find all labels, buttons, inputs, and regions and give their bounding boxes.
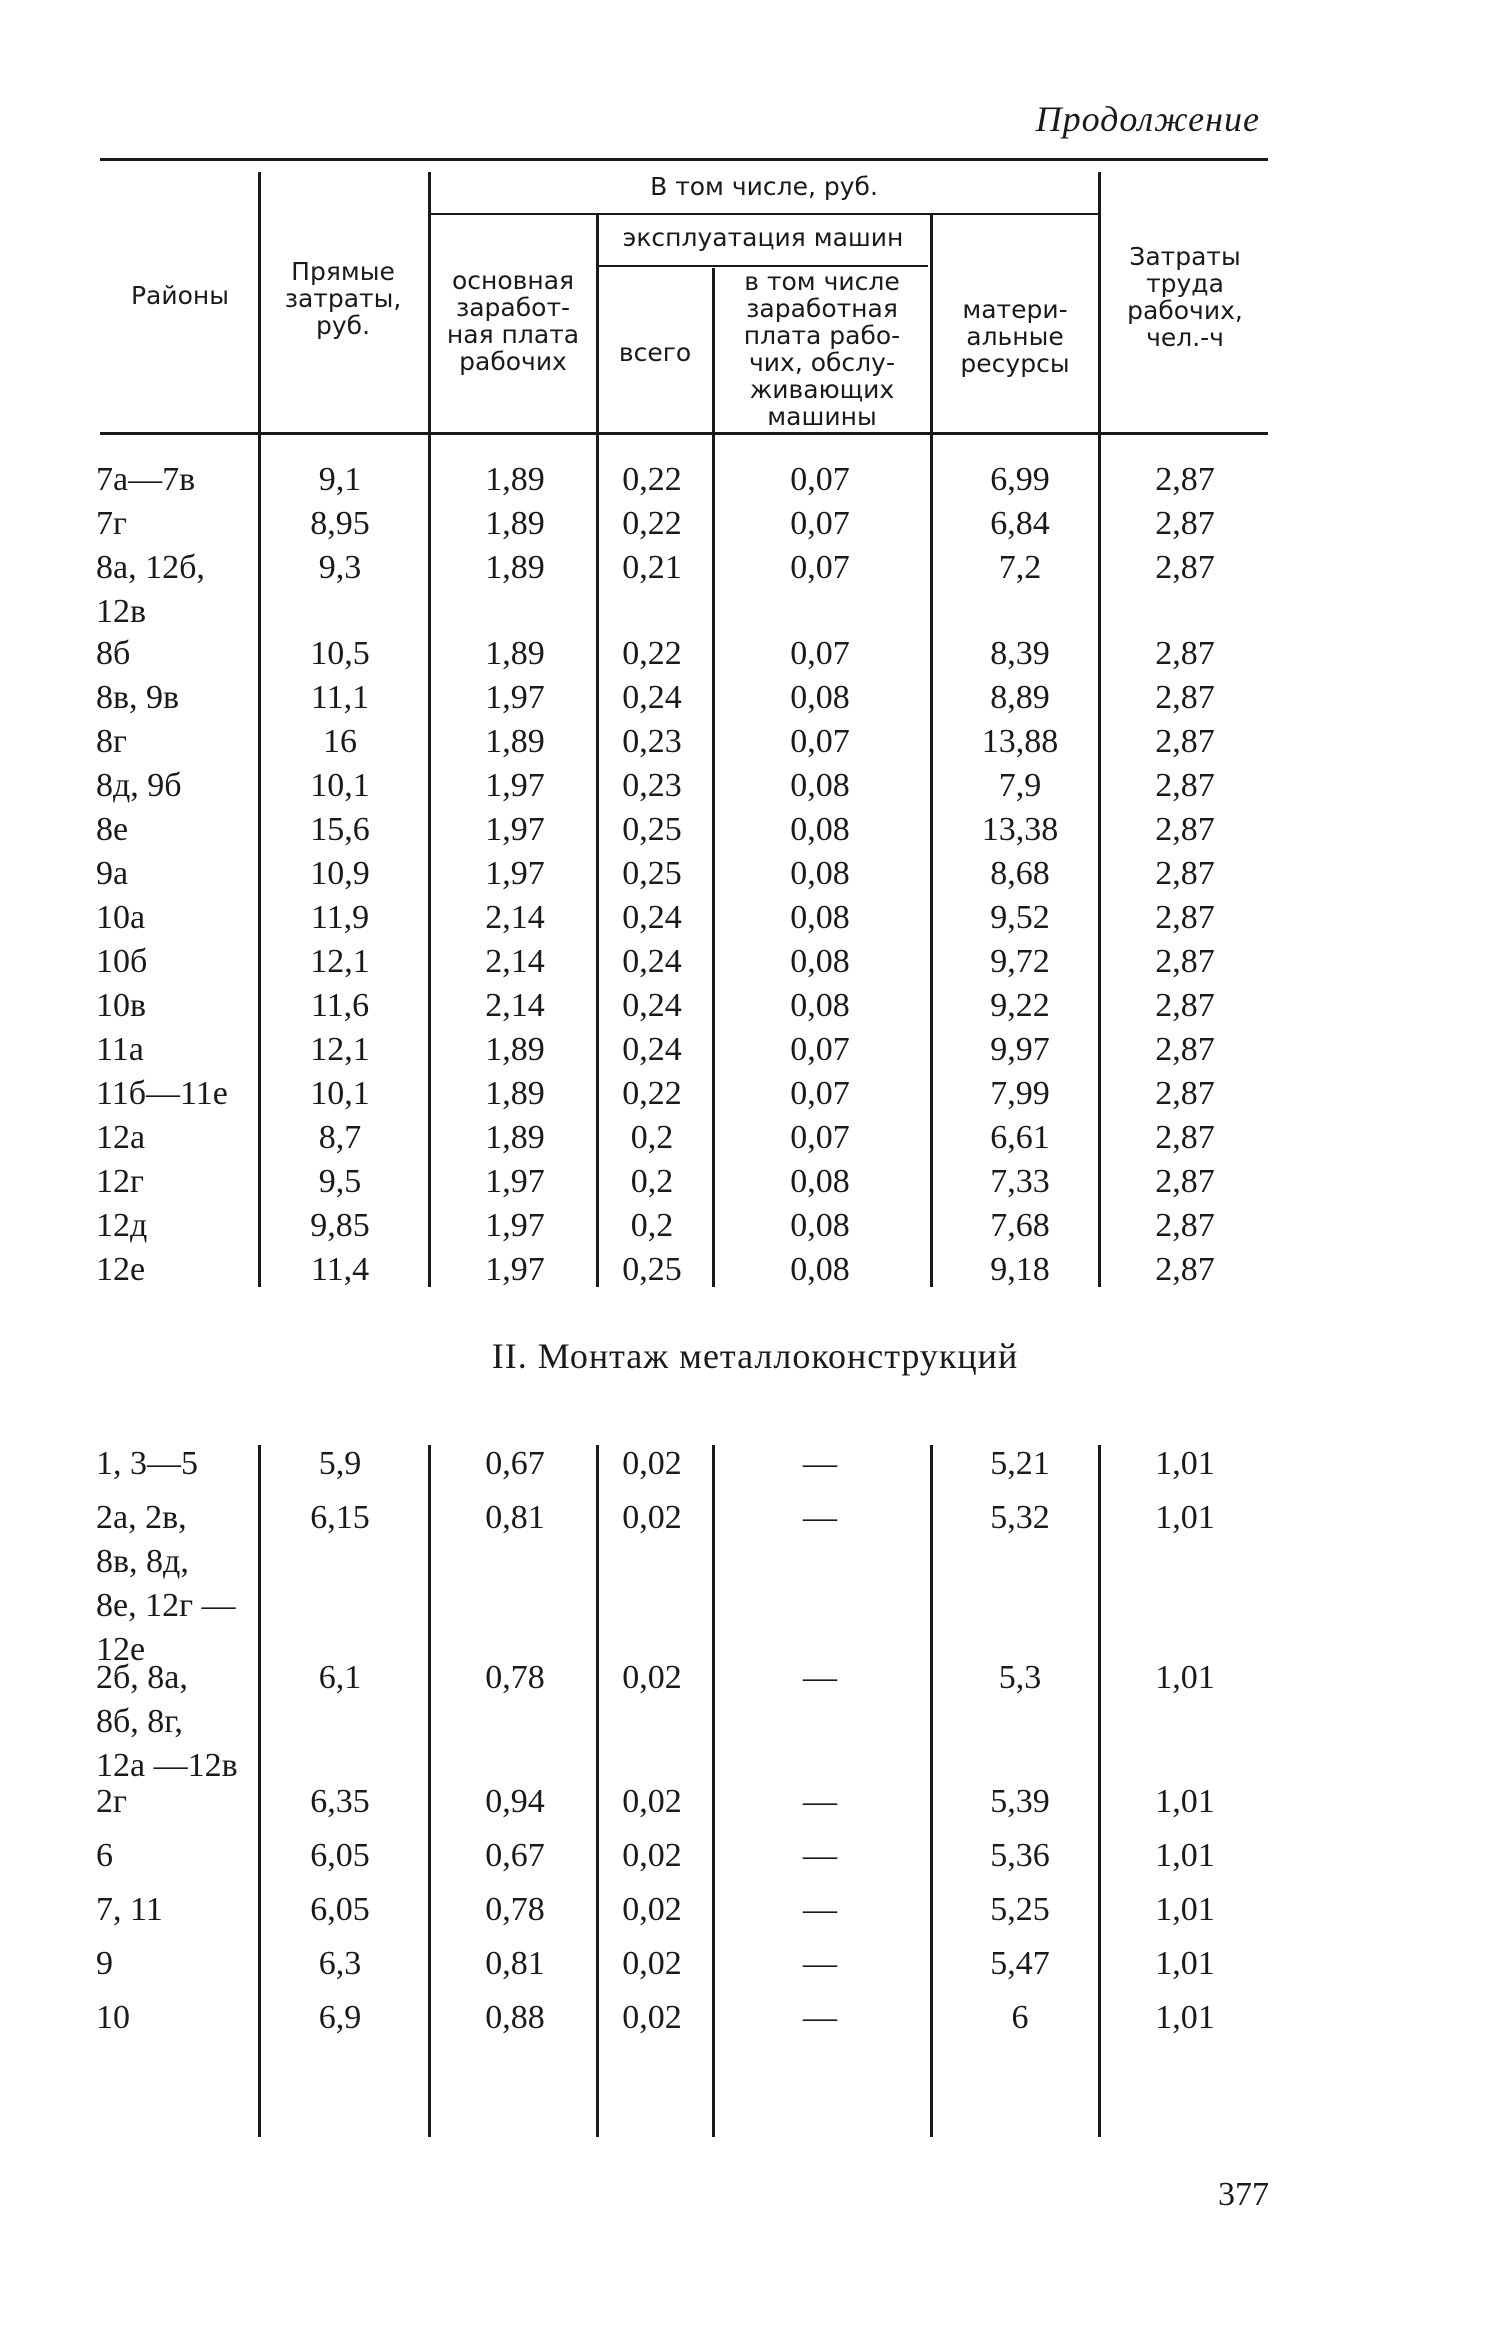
base-wage-cell: 1,97 (485, 1163, 545, 1200)
machine-wage-cell: 0,07 (790, 1031, 850, 1068)
machine-total-cell: 0,24 (622, 1031, 682, 1068)
materials-cell: 9,72 (990, 943, 1050, 980)
materials-cell: 6 (1011, 1999, 1029, 2036)
machine-total-cell: 0,23 (622, 723, 682, 760)
labor-cell: 2,87 (1155, 679, 1215, 716)
region-cell: 10 (96, 1999, 130, 2036)
machine-total-cell: 0,02 (622, 1445, 682, 1482)
direct-costs-cell: 16 (323, 723, 357, 760)
base-wage-cell: 0,67 (485, 1837, 545, 1874)
direct-costs-cell: 11,9 (310, 899, 370, 936)
incl-group-rule (430, 213, 1098, 215)
region-cell: 11а (96, 1031, 144, 1068)
machine-total-cell: 0,22 (622, 635, 682, 672)
base-wage-cell: 1,97 (485, 811, 545, 848)
materials-cell: 5,32 (990, 1499, 1050, 1536)
direct-costs-cell: 5,9 (318, 1445, 362, 1482)
labor-cell: 2,87 (1155, 1207, 1215, 1244)
labor-cell: 1,01 (1155, 1837, 1215, 1874)
base-wage-cell: 1,89 (485, 723, 545, 760)
direct-costs-cell: 8,95 (310, 505, 370, 542)
page-number: 377 (1218, 2176, 1269, 2213)
labor-cell: 2,87 (1155, 549, 1215, 586)
base-wage-cell: 0,88 (485, 1999, 545, 2036)
region-cell: 2г (96, 1783, 127, 1820)
direct-costs-cell: 6,3 (318, 1945, 362, 1982)
machine-total-cell: 0,2 (630, 1163, 674, 1200)
direct-costs-cell: 9,3 (318, 549, 362, 586)
machine-total-cell: 0,02 (622, 1891, 682, 1928)
machine-wage-cell: 0,08 (790, 679, 850, 716)
region-cell: 8д, 9б (96, 767, 182, 804)
labor-cell: 2,87 (1155, 943, 1215, 980)
base-wage-cell: 0,81 (485, 1945, 545, 1982)
labor-cell: 2,87 (1155, 635, 1215, 672)
region-cell: 10в (96, 987, 147, 1024)
base-wage-cell: 1,89 (485, 1031, 545, 1068)
machine-total-cell: 0,24 (622, 899, 682, 936)
materials-cell: 8,89 (990, 679, 1050, 716)
materials-cell: 7,99 (990, 1075, 1050, 1112)
region-cell: 2б, 8а, 8б, 8г, 12а —12в (96, 1659, 238, 1784)
region-cell: 7а—7в (96, 461, 196, 498)
direct-costs-cell: 6,9 (318, 1999, 362, 2036)
labor-cell: 2,87 (1155, 811, 1215, 848)
machine-wage-cell: 0,08 (790, 943, 850, 980)
base-wage-cell: 1,97 (485, 1251, 545, 1288)
base-wage-cell: 1,89 (485, 1119, 545, 1156)
direct-costs-cell: 11,1 (310, 679, 370, 716)
header-base-wage: основная заработ- ная плата рабочих (446, 266, 580, 376)
machine-total-cell: 0,2 (630, 1119, 674, 1156)
table1-col-divider (930, 215, 933, 1287)
labor-cell: 1,01 (1155, 1499, 1215, 1536)
labor-cell: 2,87 (1155, 1119, 1215, 1156)
region-cell: 7, 11 (96, 1891, 163, 1928)
machine-wage-cell: — (803, 1445, 837, 1482)
direct-costs-cell: 6,1 (318, 1659, 362, 1696)
direct-costs-cell: 6,35 (310, 1783, 370, 1820)
machine-total-cell: 0,02 (622, 1499, 682, 1536)
materials-cell: 9,18 (990, 1251, 1050, 1288)
materials-cell: 5,36 (990, 1837, 1050, 1874)
region-cell: 12е (96, 1251, 146, 1288)
materials-cell: 13,88 (981, 723, 1059, 760)
labor-cell: 1,01 (1155, 1783, 1215, 1820)
base-wage-cell: 1,97 (485, 679, 545, 716)
base-wage-cell: 0,67 (485, 1445, 545, 1482)
materials-cell: 6,99 (990, 461, 1050, 498)
region-cell: 12д (96, 1207, 148, 1244)
table-top-rule (100, 158, 1268, 161)
machine-wage-cell: — (803, 1499, 837, 1536)
machine-wage-cell: 0,07 (790, 635, 850, 672)
base-wage-cell: 2,14 (485, 899, 545, 936)
labor-cell: 1,01 (1155, 1945, 1215, 1982)
labor-cell: 2,87 (1155, 1031, 1215, 1068)
base-wage-cell: 0,78 (485, 1891, 545, 1928)
machine-wage-cell: — (803, 1999, 837, 2036)
base-wage-cell: 0,78 (485, 1659, 545, 1696)
base-wage-cell: 1,89 (485, 505, 545, 542)
labor-cell: 2,87 (1155, 987, 1215, 1024)
base-wage-cell: 1,89 (485, 461, 545, 498)
machine-total-cell: 0,22 (622, 1075, 682, 1112)
materials-cell: 7,68 (990, 1207, 1050, 1244)
region-cell: 6 (96, 1837, 113, 1874)
machine-wage-cell: 0,08 (790, 1163, 850, 1200)
machine-total-cell: 0,24 (622, 987, 682, 1024)
base-wage-cell: 1,97 (485, 767, 545, 804)
direct-costs-cell: 12,1 (310, 1031, 370, 1068)
machine-wage-cell: 0,07 (790, 549, 850, 586)
table2-col-divider (596, 1445, 599, 2137)
region-cell: 12г (96, 1163, 144, 1200)
direct-costs-cell: 9,5 (318, 1163, 362, 1200)
direct-costs-cell: 10,9 (310, 855, 370, 892)
machine-wage-cell: 0,08 (790, 855, 850, 892)
materials-cell: 7,33 (990, 1163, 1050, 1200)
machine-wage-cell: — (803, 1891, 837, 1928)
materials-cell: 13,38 (981, 811, 1059, 848)
machine-total-cell: 0,2 (630, 1207, 674, 1244)
machine-wage-cell: 0,08 (790, 1207, 850, 1244)
header-including-group: В том числе, руб. (650, 172, 878, 201)
labor-cell: 2,87 (1155, 505, 1215, 542)
materials-cell: 5,39 (990, 1783, 1050, 1820)
header-labor: Затраты труда рабочих, чел.-ч (1127, 242, 1243, 352)
table2-col-divider (930, 1445, 933, 2137)
region-cell: 8в, 9в (96, 679, 180, 716)
base-wage-cell: 2,14 (485, 943, 545, 980)
machine-wage-cell: — (803, 1837, 837, 1874)
region-cell: 10а (96, 899, 146, 936)
base-wage-cell: 1,89 (485, 549, 545, 586)
machine-wage-cell: 0,07 (790, 723, 850, 760)
continuation-label: Продолжение (1035, 99, 1260, 139)
direct-costs-cell: 10,5 (310, 635, 370, 672)
materials-cell: 9,22 (990, 987, 1050, 1024)
materials-cell: 5,47 (990, 1945, 1050, 1982)
direct-costs-cell: 12,1 (310, 943, 370, 980)
labor-cell: 2,87 (1155, 1251, 1215, 1288)
direct-costs-cell: 9,1 (318, 461, 362, 498)
header-machine-operation: эксплуатация машин (622, 223, 904, 252)
region-cell: 8г (96, 723, 127, 760)
direct-costs-cell: 9,85 (310, 1207, 370, 1244)
materials-cell: 8,68 (990, 855, 1050, 892)
base-wage-cell: 2,14 (485, 987, 545, 1024)
base-wage-cell: 1,97 (485, 855, 545, 892)
machine-wage-cell: 0,08 (790, 1251, 850, 1288)
machine-wage-cell: 0,08 (790, 987, 850, 1024)
header-machine-total: всего (618, 338, 692, 367)
header-materials: матери- альные ресурсы (960, 295, 1070, 378)
direct-costs-cell: 6,05 (310, 1837, 370, 1874)
machine-wage-cell: 0,08 (790, 767, 850, 804)
machine-wage-cell: 0,07 (790, 461, 850, 498)
machine-wage-cell: — (803, 1945, 837, 1982)
table1-col-divider (258, 172, 261, 1287)
header-bottom-rule (100, 432, 1268, 435)
machine-wage-cell: 0,07 (790, 1119, 850, 1156)
section-title: II. Монтаж металлоконструкций (491, 1336, 1019, 1376)
region-cell: 11б—11е (96, 1075, 228, 1112)
machine-total-cell: 0,22 (622, 505, 682, 542)
region-cell: 7г (96, 505, 127, 542)
materials-cell: 7,9 (998, 767, 1042, 804)
labor-cell: 2,87 (1155, 1163, 1215, 1200)
machine-total-cell: 0,02 (622, 1837, 682, 1874)
labor-cell: 1,01 (1155, 1999, 1215, 2036)
region-cell: 8а, 12б, 12в (96, 549, 205, 630)
region-cell: 9а (96, 855, 129, 892)
machine-total-cell: 0,25 (622, 811, 682, 848)
base-wage-cell: 0,81 (485, 1499, 545, 1536)
materials-cell: 7,2 (998, 549, 1042, 586)
labor-cell: 2,87 (1155, 899, 1215, 936)
labor-cell: 2,87 (1155, 723, 1215, 760)
header-direct-costs: Прямые затраты, руб. (284, 257, 402, 340)
base-wage-cell: 1,89 (485, 635, 545, 672)
materials-cell: 6,84 (990, 505, 1050, 542)
materials-cell: 6,61 (990, 1119, 1050, 1156)
labor-cell: 2,87 (1155, 1075, 1215, 1112)
machine-total-cell: 0,24 (622, 943, 682, 980)
machine-wage-cell: 0,08 (790, 811, 850, 848)
labor-cell: 2,87 (1155, 461, 1215, 498)
base-wage-cell: 1,97 (485, 1207, 545, 1244)
direct-costs-cell: 6,15 (310, 1499, 370, 1536)
labor-cell: 1,01 (1155, 1659, 1215, 1696)
machine-total-cell: 0,25 (622, 855, 682, 892)
labor-cell: 2,87 (1155, 767, 1215, 804)
region-cell: 9 (96, 1945, 113, 1982)
direct-costs-cell: 10,1 (310, 1075, 370, 1112)
machine-wage-cell: 0,07 (790, 1075, 850, 1112)
machine-total-cell: 0,24 (622, 679, 682, 716)
labor-cell: 1,01 (1155, 1891, 1215, 1928)
machine-total-cell: 0,02 (622, 1659, 682, 1696)
machine-total-cell: 0,02 (622, 1999, 682, 2036)
region-cell: 8б (96, 635, 131, 672)
header-machine-wage: в том числе заработная плата рабо- чих, обслу- живающих машины (743, 267, 901, 431)
machine-total-cell: 0,21 (622, 549, 682, 586)
base-wage-cell: 1,89 (485, 1075, 545, 1112)
machine-total-cell: 0,02 (622, 1783, 682, 1820)
labor-cell: 2,87 (1155, 855, 1215, 892)
header-regions: Районы (130, 281, 230, 310)
labor-cell: 1,01 (1155, 1445, 1215, 1482)
machine-wage-cell: — (803, 1659, 837, 1696)
direct-costs-cell: 6,05 (310, 1891, 370, 1928)
materials-cell: 5,21 (990, 1445, 1050, 1482)
table2-col-divider (258, 1445, 261, 2137)
materials-cell: 5,3 (998, 1659, 1042, 1696)
table1-col-divider (712, 268, 715, 1287)
table2-col-divider (712, 1445, 715, 2137)
region-cell: 2а, 2в, 8в, 8д, 8е, 12г — 12е (96, 1499, 236, 1668)
machine-wage-cell: 0,07 (790, 505, 850, 542)
machine-wage-cell: 0,08 (790, 899, 850, 936)
region-cell: 8е (96, 811, 129, 848)
materials-cell: 5,25 (990, 1891, 1050, 1928)
table1-col-divider (428, 172, 431, 1287)
base-wage-cell: 0,94 (485, 1783, 545, 1820)
materials-cell: 9,97 (990, 1031, 1050, 1068)
direct-costs-cell: 11,4 (310, 1251, 370, 1288)
direct-costs-cell: 10,1 (310, 767, 370, 804)
region-cell: 12а (96, 1119, 146, 1156)
region-cell: 1, 3—5 (96, 1445, 198, 1482)
region-cell: 10б (96, 943, 148, 980)
machine-total-cell: 0,22 (622, 461, 682, 498)
table2-col-divider (428, 1445, 431, 2137)
direct-costs-cell: 15,6 (310, 811, 370, 848)
materials-cell: 9,52 (990, 899, 1050, 936)
machine-total-cell: 0,23 (622, 767, 682, 804)
direct-costs-cell: 11,6 (310, 987, 370, 1024)
materials-cell: 8,39 (990, 635, 1050, 672)
machine-total-cell: 0,25 (622, 1251, 682, 1288)
table1-col-divider (596, 215, 599, 1287)
machine-total-cell: 0,02 (622, 1945, 682, 1982)
direct-costs-cell: 8,7 (318, 1119, 362, 1156)
machine-wage-cell: — (803, 1783, 837, 1820)
